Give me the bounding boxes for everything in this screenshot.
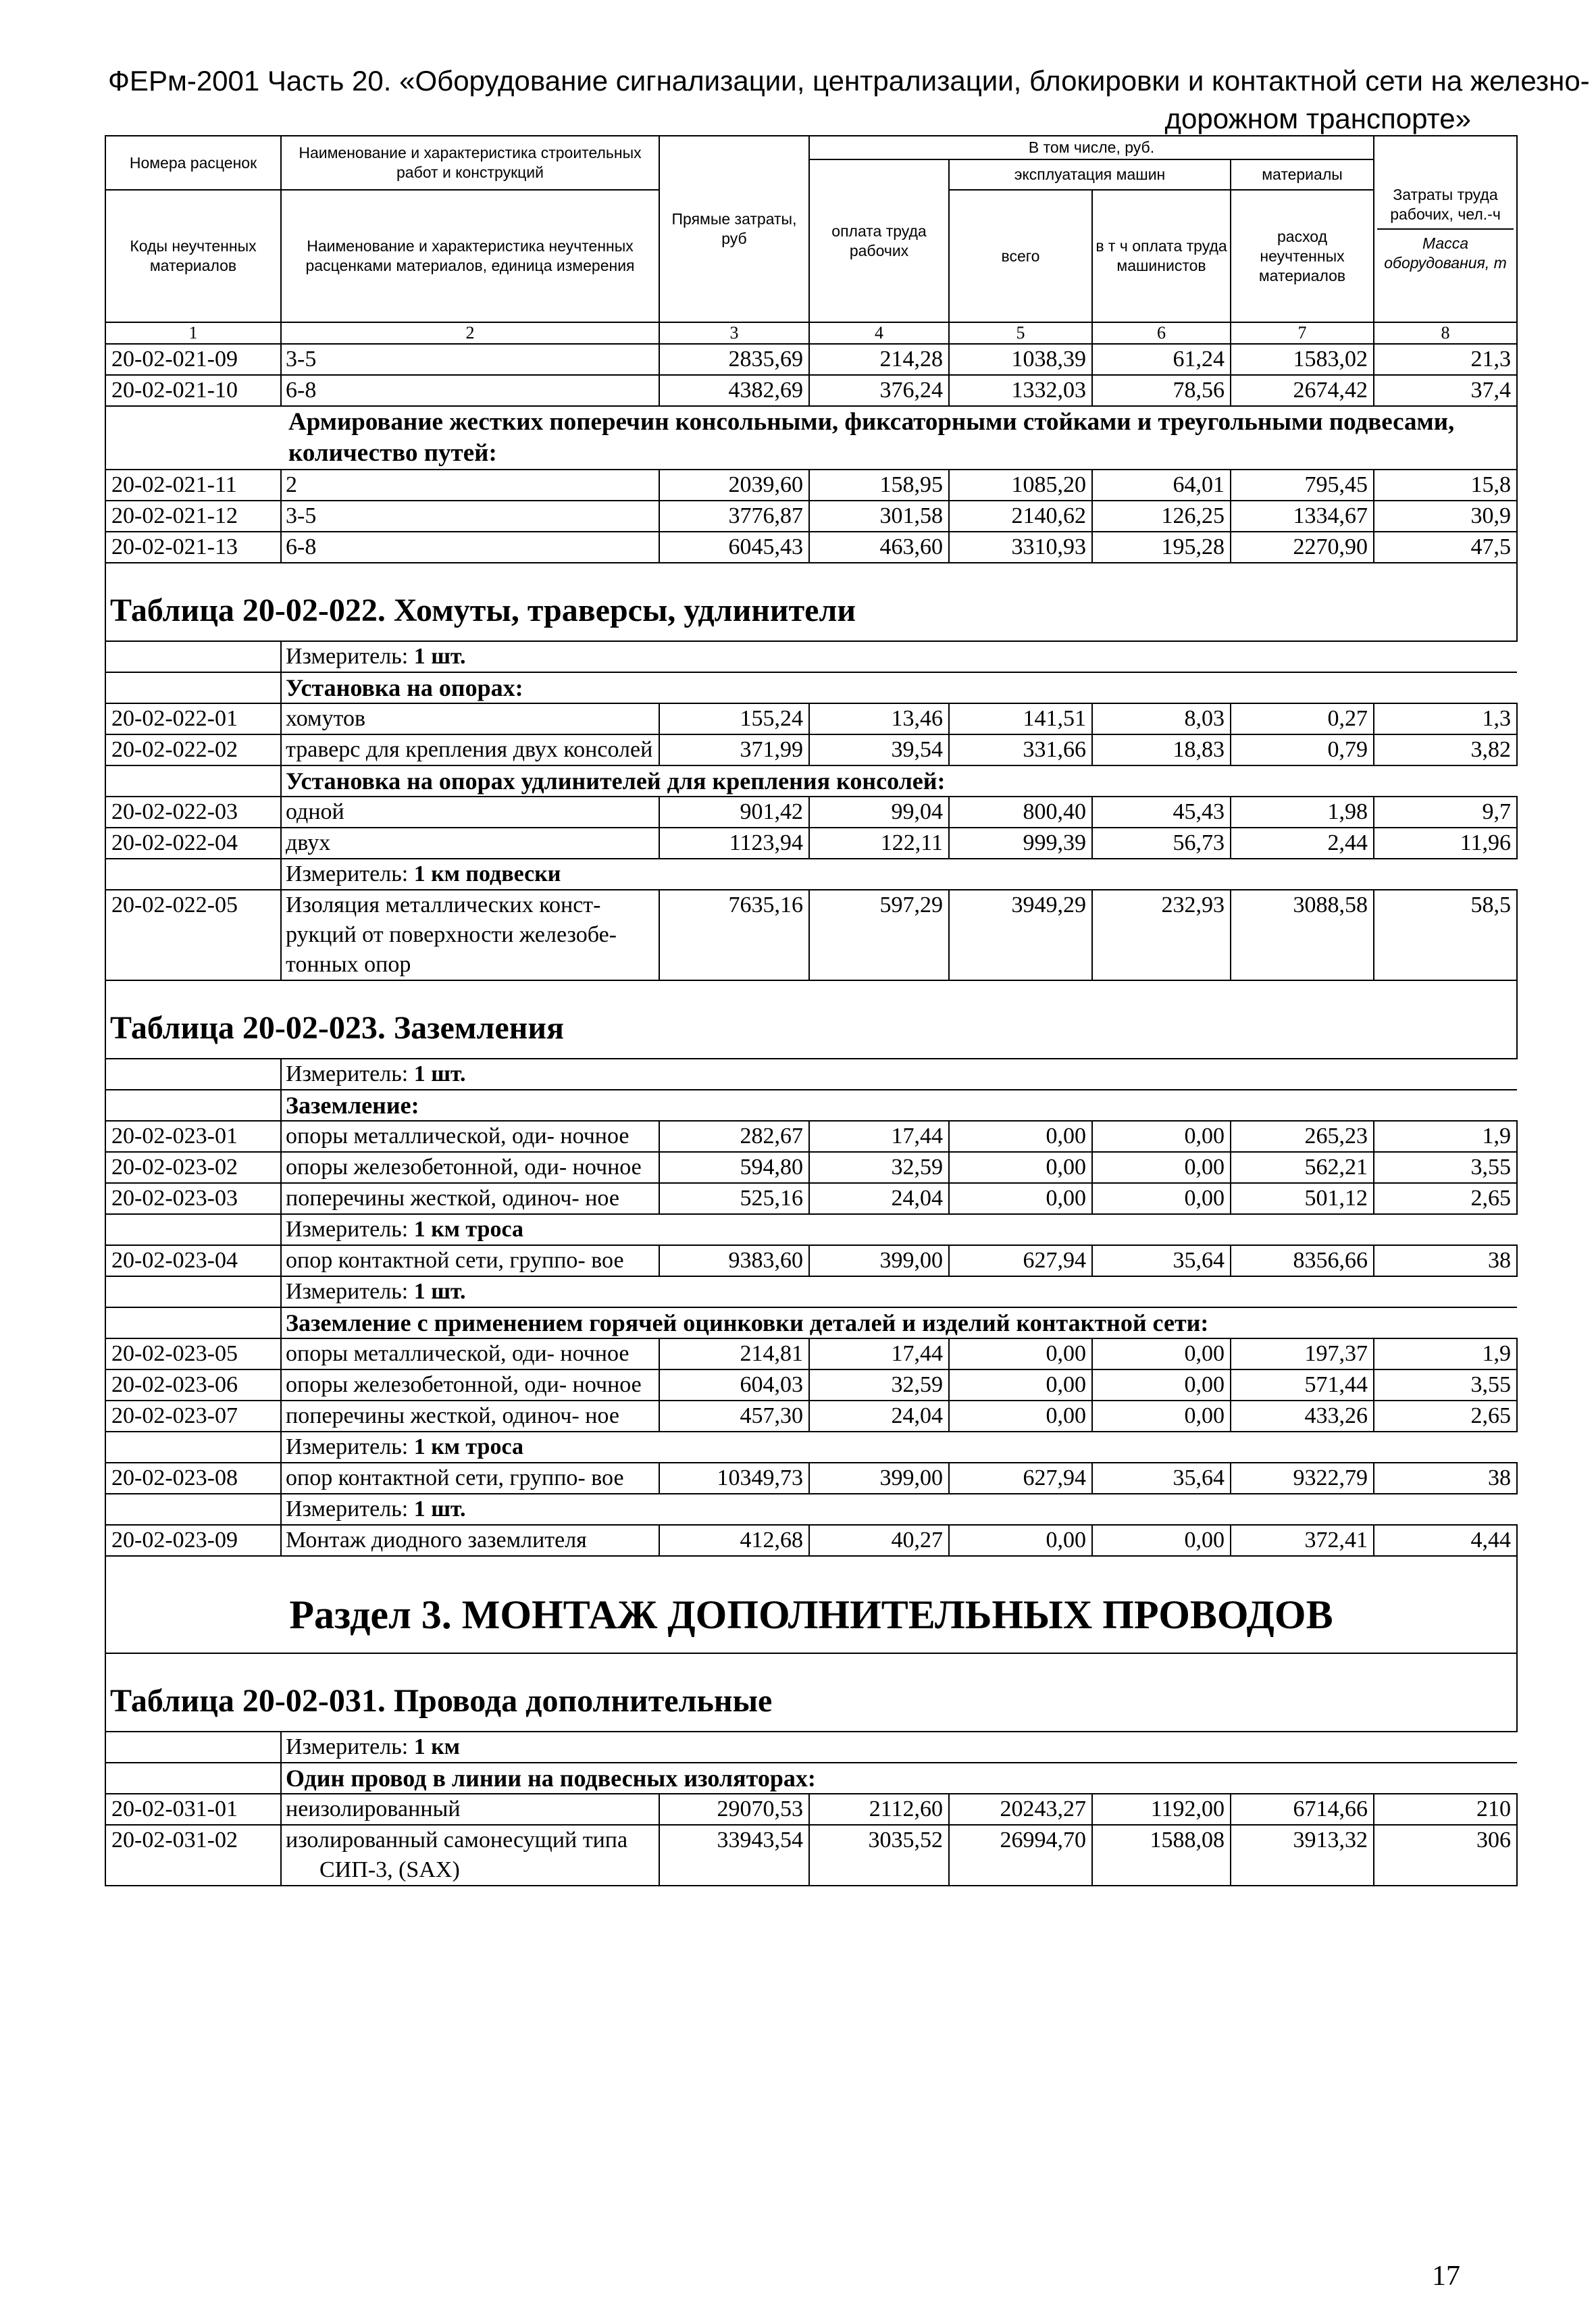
direct-cost: 604,03 (659, 1369, 809, 1401)
labor-pay: 597,29 (809, 890, 949, 980)
work-name: траверс для крепления двух консолей (281, 734, 659, 765)
machines-total: 0,00 (949, 1401, 1092, 1432)
machines-total: 999,39 (949, 828, 1092, 859)
direct-cost: 4382,69 (659, 375, 809, 406)
labor-hours: 210 (1374, 1794, 1517, 1825)
table-row (105, 1463, 1517, 1494)
group-heading-row (105, 406, 1517, 470)
direct-cost: 371,99 (659, 734, 809, 765)
machinist-pay: 8,03 (1092, 703, 1231, 734)
rate-code: 20-02-023-08 (105, 1463, 281, 1494)
rate-code: 20-02-022-04 (105, 828, 281, 859)
machines-total: 3310,93 (949, 532, 1092, 563)
labor-hours: 58,5 (1374, 890, 1517, 980)
labor-pay: 214,28 (809, 344, 949, 375)
labor-hours: 38 (1374, 1245, 1517, 1276)
header-row-1 (105, 136, 1517, 159)
machines-total: 3949,29 (949, 890, 1092, 980)
measure-unit-value: 1 шт. (413, 644, 466, 669)
machines-total: 0,00 (949, 1121, 1092, 1152)
machinist-pay: 0,00 (1092, 1183, 1231, 1214)
running-header (108, 62, 1590, 138)
empty-cell (105, 1214, 281, 1245)
labor-pay: 463,60 (809, 532, 949, 563)
rate-code: 20-02-023-02 (105, 1152, 281, 1183)
header-materials: материалы (1231, 159, 1374, 190)
machines-total: 20243,27 (949, 1794, 1092, 1825)
labor-pay: 301,58 (809, 501, 949, 532)
direct-cost: 29070,53 (659, 1794, 809, 1825)
machines-total: 627,94 (949, 1245, 1092, 1276)
header-labor: Затраты труда рабочих, чел.-ч (1390, 186, 1501, 223)
empty-cell (105, 672, 281, 703)
rate-code: 20-02-023-04 (105, 1245, 281, 1276)
measure-unit-label: Измеритель: (286, 1279, 414, 1304)
work-name: одной (281, 797, 659, 828)
header-labor-pay: оплата труда рабочих (809, 159, 949, 322)
rate-code: 20-02-023-03 (105, 1183, 281, 1214)
work-name: неизолированный (281, 1794, 659, 1825)
header-name-top: Наименование и характеристика строительных работ и конструкций (281, 136, 659, 190)
table-row (105, 344, 1517, 375)
empty-cell (105, 1059, 281, 1090)
machinist-pay: 45,43 (1092, 797, 1231, 828)
materials: 433,26 (1231, 1401, 1374, 1432)
column-number: 8 (1374, 322, 1517, 344)
materials: 0,27 (1231, 703, 1374, 734)
measure-unit-label: Измеритель: (286, 1496, 414, 1521)
materials: 8356,66 (1231, 1245, 1374, 1276)
materials: 372,41 (1231, 1525, 1374, 1556)
work-name: 6-8 (281, 375, 659, 406)
materials: 795,45 (1231, 470, 1374, 501)
materials: 265,23 (1231, 1121, 1374, 1152)
column-number: 4 (809, 322, 949, 344)
work-name: Изоляция металлических конст- рукций от поверхности железобе- тонных опор (281, 890, 659, 980)
rate-code: 20-02-021-10 (105, 375, 281, 406)
machinist-pay: 1588,08 (1092, 1825, 1231, 1886)
table-row (105, 1369, 1517, 1401)
work-name: опоры металлической, оди- ночное (281, 1121, 659, 1152)
column-number: 3 (659, 322, 809, 344)
rate-code: 20-02-022-02 (105, 734, 281, 765)
machines-total: 0,00 (949, 1369, 1092, 1401)
labor-hours: 306 (1374, 1825, 1517, 1886)
machines-total: 0,00 (949, 1183, 1092, 1214)
labor-pay: 40,27 (809, 1525, 949, 1556)
measure-unit (281, 641, 1517, 672)
rate-code: 20-02-021-13 (105, 532, 281, 563)
table-row (105, 1794, 1517, 1825)
labor-pay: 24,04 (809, 1401, 949, 1432)
measure-unit-row (105, 1432, 1517, 1463)
direct-cost: 594,80 (659, 1152, 809, 1183)
materials: 562,21 (1231, 1152, 1374, 1183)
materials: 1334,67 (1231, 501, 1374, 532)
machinist-pay: 0,00 (1092, 1525, 1231, 1556)
measure-unit-label: Измеритель: (286, 1434, 414, 1459)
table-row (105, 1121, 1517, 1152)
table-title: Таблица 20-02-022. Хомуты, траверсы, удлинители (105, 563, 1517, 641)
rate-code: 20-02-023-06 (105, 1369, 281, 1401)
measure-unit-row (105, 1494, 1517, 1525)
machines-total: 627,94 (949, 1463, 1092, 1494)
measure-unit (281, 859, 1517, 890)
group-heading: Установка на опорах: (281, 672, 1517, 703)
empty-cell (105, 765, 281, 797)
work-name: хомутов (281, 703, 659, 734)
header-material-consumption: расход неучтенных материалов (1231, 190, 1374, 322)
direct-cost: 282,67 (659, 1121, 809, 1152)
materials: 2270,90 (1231, 532, 1374, 563)
machinist-pay: 126,25 (1092, 501, 1231, 532)
empty-cell (105, 1276, 281, 1307)
group-heading-row (105, 1090, 1517, 1121)
header-total: всего (949, 190, 1092, 322)
table-row (105, 703, 1517, 734)
machinist-pay: 0,00 (1092, 1338, 1231, 1369)
labor-hours: 15,8 (1374, 470, 1517, 501)
labor-hours: 47,5 (1374, 532, 1517, 563)
labor-pay: 24,04 (809, 1183, 949, 1214)
labor-hours: 2,65 (1374, 1401, 1517, 1432)
header-codes: Коды неучтенных материалов (105, 190, 281, 322)
table-row (105, 1825, 1517, 1886)
labor-hours: 11,96 (1374, 828, 1517, 859)
machines-total: 0,00 (949, 1152, 1092, 1183)
measure-unit (281, 1494, 1517, 1525)
measure-unit-value: 1 шт. (413, 1279, 466, 1304)
machines-total: 2140,62 (949, 501, 1092, 532)
header-mass: Масса оборудования, т (1377, 228, 1514, 273)
empty-cell (105, 1432, 281, 1463)
rate-code: 20-02-022-03 (105, 797, 281, 828)
table-row (105, 1183, 1517, 1214)
direct-cost: 155,24 (659, 703, 809, 734)
labor-pay: 122,11 (809, 828, 949, 859)
group-heading: Заземление с применением горячей оцинковки деталей и изделий контактной сети: (281, 1307, 1517, 1338)
direct-cost: 6045,43 (659, 532, 809, 563)
materials: 3913,32 (1231, 1825, 1374, 1886)
header-machines: эксплуатация машин (949, 159, 1231, 190)
group-heading-row (105, 1307, 1517, 1338)
table-title-row (105, 563, 1517, 641)
group-heading: Заземление: (281, 1090, 1517, 1121)
direct-cost: 3776,87 (659, 501, 809, 532)
measure-unit-value: 1 км подвески (413, 861, 561, 886)
labor-hours: 4,44 (1374, 1525, 1517, 1556)
empty-cell (105, 1090, 281, 1121)
table-row (105, 797, 1517, 828)
machinist-pay: 35,64 (1092, 1463, 1231, 1494)
rate-code: 20-02-022-01 (105, 703, 281, 734)
measure-unit-label: Измеритель: (286, 861, 414, 886)
machinist-pay: 0,00 (1092, 1152, 1231, 1183)
table-row (105, 890, 1517, 980)
column-numbers-row (105, 322, 1517, 344)
labor-hours: 3,82 (1374, 734, 1517, 765)
table-row (105, 1401, 1517, 1432)
measure-unit-label: Измеритель: (286, 1061, 414, 1086)
machinist-pay: 232,93 (1092, 890, 1231, 980)
machines-total: 1332,03 (949, 375, 1092, 406)
labor-hours: 30,9 (1374, 501, 1517, 532)
rate-code: 20-02-023-07 (105, 1401, 281, 1432)
rate-code: 20-02-023-01 (105, 1121, 281, 1152)
table-row (105, 734, 1517, 765)
work-name: опор контактной сети, группо- вое (281, 1463, 659, 1494)
empty-cell (105, 1307, 281, 1338)
table-title-row (105, 980, 1517, 1059)
page-number: 17 (1432, 2261, 1460, 2292)
rate-code: 20-02-031-01 (105, 1794, 281, 1825)
measure-unit (281, 1432, 1517, 1463)
labor-pay: 17,44 (809, 1121, 949, 1152)
measure-unit-label: Измеритель: (286, 644, 414, 669)
work-name: опоры металлической, оди- ночное (281, 1338, 659, 1369)
rate-code: 20-02-021-09 (105, 344, 281, 375)
direct-cost: 7635,16 (659, 890, 809, 980)
machinist-pay: 64,01 (1092, 470, 1231, 501)
work-name: 3-5 (281, 501, 659, 532)
rate-code: 20-02-022-05 (105, 890, 281, 980)
measure-unit-row (105, 1732, 1517, 1763)
header-direct-costs: Прямые затраты, руб (659, 136, 809, 322)
group-heading: Один провод в линии на подвесных изоляторах: (281, 1763, 1517, 1794)
measure-unit-label: Измеритель: (286, 1217, 414, 1242)
materials: 2674,42 (1231, 375, 1374, 406)
column-number: 1 (105, 322, 281, 344)
direct-cost: 412,68 (659, 1525, 809, 1556)
measure-unit-row (105, 641, 1517, 672)
labor-hours: 2,65 (1374, 1183, 1517, 1214)
table-body (105, 136, 1517, 1886)
table-row (105, 1525, 1517, 1556)
labor-hours: 3,55 (1374, 1369, 1517, 1401)
labor-pay: 399,00 (809, 1463, 949, 1494)
table-row (105, 1338, 1517, 1369)
work-name: Монтаж диодного заземлителя (281, 1525, 659, 1556)
labor-hours: 1,9 (1374, 1338, 1517, 1369)
direct-cost: 2039,60 (659, 470, 809, 501)
materials: 571,44 (1231, 1369, 1374, 1401)
measure-unit-row (105, 859, 1517, 890)
direct-cost: 457,30 (659, 1401, 809, 1432)
labor-pay: 2112,60 (809, 1794, 949, 1825)
machines-total: 800,40 (949, 797, 1092, 828)
materials: 3088,58 (1231, 890, 1374, 980)
labor-pay: 32,59 (809, 1152, 949, 1183)
labor-hours: 9,7 (1374, 797, 1517, 828)
measure-unit-value: 1 км (413, 1734, 460, 1759)
machines-total: 1085,20 (949, 470, 1092, 501)
labor-hours: 38 (1374, 1463, 1517, 1494)
labor-pay: 32,59 (809, 1369, 949, 1401)
empty-cell (105, 641, 281, 672)
header-rates-no: Номера расценок (105, 136, 281, 190)
labor-pay: 376,24 (809, 375, 949, 406)
group-heading: Армирование жестких поперечин консольными, фиксаторными стойками и треугольными подвесами, количество путей: (105, 406, 1517, 470)
labor-pay: 158,95 (809, 470, 949, 501)
labor-pay: 17,44 (809, 1338, 949, 1369)
labor-pay: 13,46 (809, 703, 949, 734)
direct-cost: 9383,60 (659, 1245, 809, 1276)
section-title-row (105, 1556, 1517, 1653)
running-header-line-1: ФЕРм-2001 Часть 20. «Оборудование сигнализации, централизации, блокировки и контактной сети на железно- (108, 65, 1590, 97)
group-heading-row (105, 1763, 1517, 1794)
empty-cell (105, 1494, 281, 1525)
labor-pay: 39,54 (809, 734, 949, 765)
machinist-pay: 61,24 (1092, 344, 1231, 375)
group-heading-row (105, 765, 1517, 797)
materials: 1,98 (1231, 797, 1374, 828)
work-name: опоры железобетонной, оди- ночное (281, 1152, 659, 1183)
empty-cell (105, 859, 281, 890)
machines-total: 0,00 (949, 1338, 1092, 1369)
machinist-pay: 78,56 (1092, 375, 1231, 406)
labor-pay: 99,04 (809, 797, 949, 828)
rate-code: 20-02-021-12 (105, 501, 281, 532)
machines-total: 1038,39 (949, 344, 1092, 375)
labor-hours: 1,9 (1374, 1121, 1517, 1152)
direct-cost: 33943,54 (659, 1825, 809, 1886)
rate-code: 20-02-023-09 (105, 1525, 281, 1556)
norms-table (105, 135, 1518, 1886)
direct-cost: 2835,69 (659, 344, 809, 375)
materials: 1583,02 (1231, 344, 1374, 375)
measure-unit (281, 1214, 1517, 1245)
running-header-line-2: дорожном транспорте» (1164, 103, 1471, 134)
measure-unit-row (105, 1059, 1517, 1090)
direct-cost: 10349,73 (659, 1463, 809, 1494)
direct-cost: 214,81 (659, 1338, 809, 1369)
measure-unit-value: 1 шт. (413, 1496, 466, 1521)
section-title: Раздел 3. МОНТАЖ ДОПОЛНИТЕЛЬНЫХ ПРОВОДОВ (105, 1556, 1517, 1653)
measure-unit-value: 1 км троса (413, 1217, 523, 1242)
machines-total: 26994,70 (949, 1825, 1092, 1886)
header-name-bottom: Наименование и характеристика неучтенных расценками материалов, единица измерения (281, 190, 659, 322)
machinist-pay: 35,64 (1092, 1245, 1231, 1276)
measure-unit-label: Измеритель: (286, 1734, 414, 1759)
materials: 9322,79 (1231, 1463, 1374, 1494)
machines-total: 331,66 (949, 734, 1092, 765)
measure-unit-row (105, 1214, 1517, 1245)
labor-pay: 3035,52 (809, 1825, 949, 1886)
column-number: 5 (949, 322, 1092, 344)
measure-unit (281, 1732, 1517, 1763)
column-number: 7 (1231, 322, 1374, 344)
group-heading: Установка на опорах удлинителей для крепления консолей: (281, 765, 1517, 797)
work-name: двух (281, 828, 659, 859)
machinist-pay: 1192,00 (1092, 1794, 1231, 1825)
header-machinist-pay: в т ч оплата труда машинистов (1092, 190, 1231, 322)
materials: 2,44 (1231, 828, 1374, 859)
materials: 501,12 (1231, 1183, 1374, 1214)
machines-total: 141,51 (949, 703, 1092, 734)
work-name: 3-5 (281, 344, 659, 375)
table-row (105, 501, 1517, 532)
labor-pay: 399,00 (809, 1245, 949, 1276)
header-including: В том числе, руб. (809, 136, 1374, 159)
table-row (105, 1152, 1517, 1183)
table-row (105, 1245, 1517, 1276)
table-row (105, 470, 1517, 501)
machines-total: 0,00 (949, 1525, 1092, 1556)
materials: 6714,66 (1231, 1794, 1374, 1825)
table-row (105, 375, 1517, 406)
work-name: изолированный самонесущий типа СИП-3, (SAX) (281, 1825, 659, 1886)
column-number: 2 (281, 322, 659, 344)
work-name: опоры железобетонной, оди- ночное (281, 1369, 659, 1401)
measure-unit-value: 1 км троса (413, 1434, 523, 1459)
header-labor-mass (1374, 136, 1517, 322)
table-title: Таблица 20-02-023. Заземления (105, 980, 1517, 1059)
direct-cost: 901,42 (659, 797, 809, 828)
materials: 197,37 (1231, 1338, 1374, 1369)
column-number: 6 (1092, 322, 1231, 344)
labor-hours: 37,4 (1374, 375, 1517, 406)
direct-cost: 1123,94 (659, 828, 809, 859)
group-heading-row (105, 672, 1517, 703)
work-name: опор контактной сети, группо- вое (281, 1245, 659, 1276)
work-name: поперечины жесткой, одиноч- ное (281, 1401, 659, 1432)
machinist-pay: 0,00 (1092, 1369, 1231, 1401)
work-name: 6-8 (281, 532, 659, 563)
machinist-pay: 195,28 (1092, 532, 1231, 563)
machinist-pay: 0,00 (1092, 1401, 1231, 1432)
table-row (105, 532, 1517, 563)
machinist-pay: 18,83 (1092, 734, 1231, 765)
empty-cell (105, 1732, 281, 1763)
empty-cell (105, 1763, 281, 1794)
labor-hours: 21,3 (1374, 344, 1517, 375)
rate-code: 20-02-031-02 (105, 1825, 281, 1886)
table-title: Таблица 20-02-031. Провода дополнительные (105, 1653, 1517, 1732)
table-title-row (105, 1653, 1517, 1732)
labor-hours: 3,55 (1374, 1152, 1517, 1183)
labor-hours: 1,3 (1374, 703, 1517, 734)
direct-cost: 525,16 (659, 1183, 809, 1214)
rate-code: 20-02-021-11 (105, 470, 281, 501)
measure-unit (281, 1276, 1517, 1307)
measure-unit (281, 1059, 1517, 1090)
table-row (105, 828, 1517, 859)
rate-code: 20-02-023-05 (105, 1338, 281, 1369)
machinist-pay: 56,73 (1092, 828, 1231, 859)
measure-unit-value: 1 шт. (413, 1061, 466, 1086)
work-name: поперечины жесткой, одиноч- ное (281, 1183, 659, 1214)
measure-unit-row (105, 1276, 1517, 1307)
machinist-pay: 0,00 (1092, 1121, 1231, 1152)
work-name: 2 (281, 470, 659, 501)
materials: 0,79 (1231, 734, 1374, 765)
